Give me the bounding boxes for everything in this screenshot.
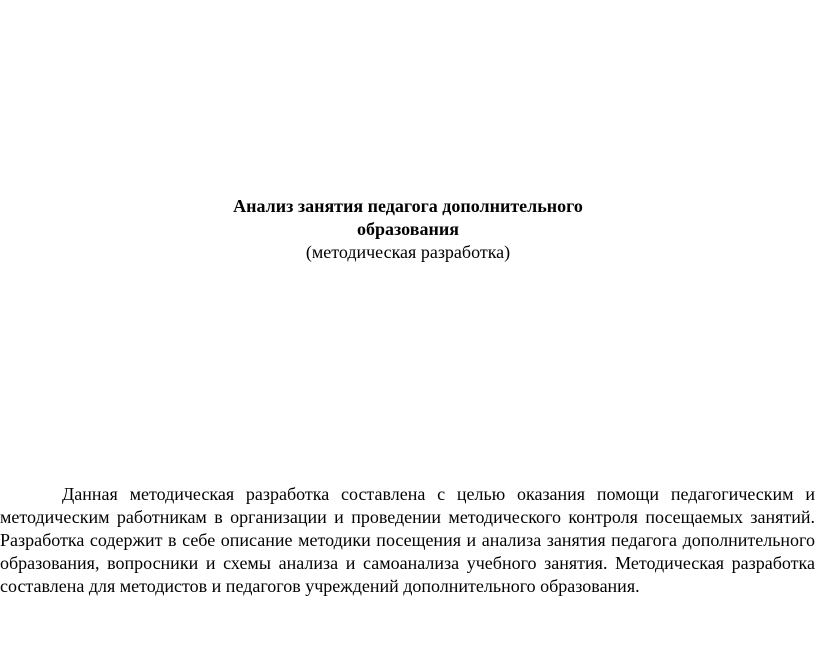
document-title-line-2: образования: [357, 219, 459, 239]
document-subtitle: (методическая разработка): [305, 242, 511, 262]
document-body-paragraph: Данная методическая разработка составлена с целью оказания помощи педагогическим и методическим работникам в организации и проведении методического контроля посещаемых занятий. Разработка содержит в себе описание методики посещения и анализа занятия педагога дополнительного образования, вопросники и схемы анализа и самоанализа учебного занятия. Методическая разработка составлена для методистов и педагогов учреждений дополнительного образования.: [0, 484, 815, 596]
document-title-line-1: Анализ занятия педагога дополнительного: [233, 196, 583, 216]
document-title-block: [0, 195, 816, 264]
